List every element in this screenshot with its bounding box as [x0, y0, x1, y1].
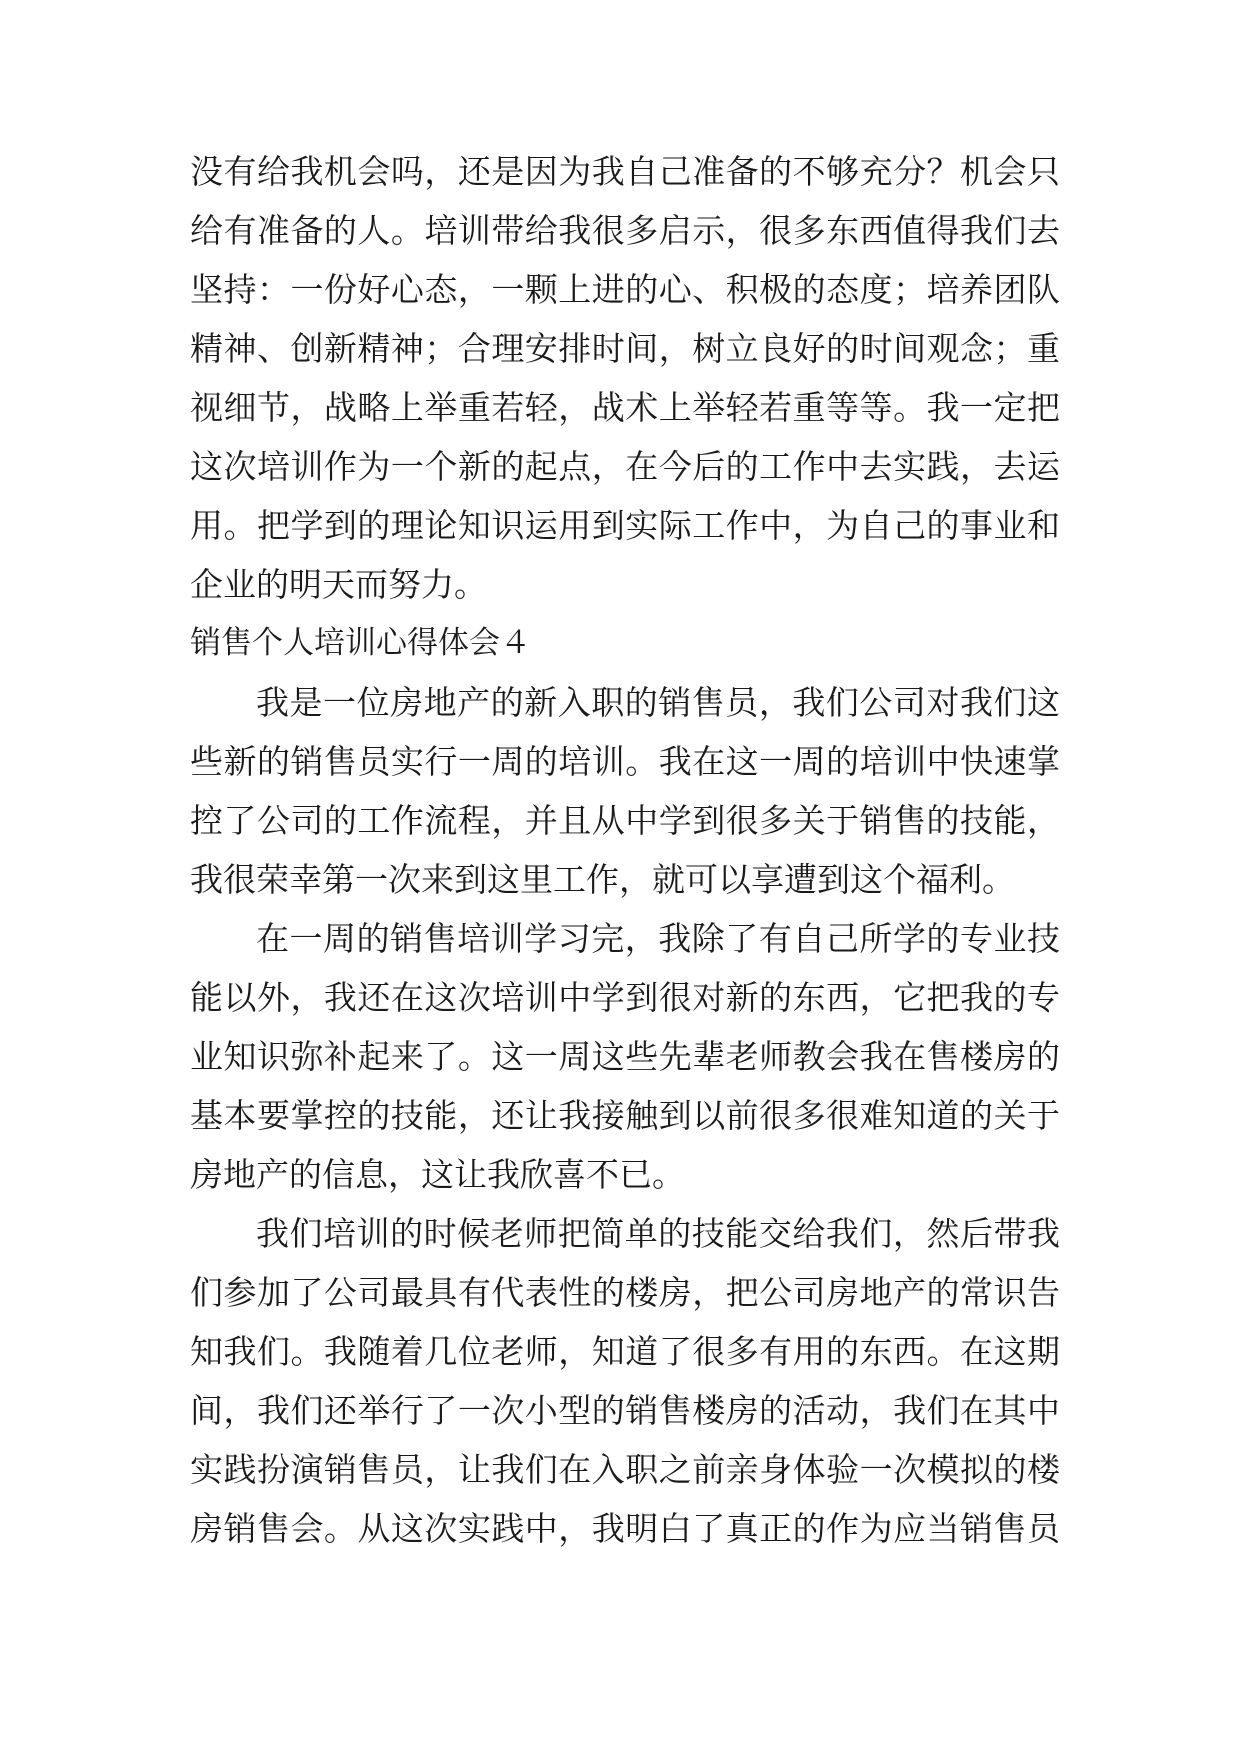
text-line: 在一周的销售培训学习完，我除了有自己所学的专业技: [256, 919, 1060, 958]
text-line: 控了公司的工作流程，并且从中学到很多关于销售的技能，: [190, 801, 1060, 840]
text-line: 没有给我机会吗，还是因为我自己准备的不够充分？机会只: [190, 152, 1060, 191]
text-line: 坚持：一份好心态，一颗上进的心、积极的态度；培养团队: [190, 270, 1060, 309]
text-line: 企业的明天而努力。: [190, 565, 487, 604]
paragraph-2: [190, 909, 1060, 1204]
text-line: 些新的销售员实行一周的培训。我在这一周的培训中快速掌: [190, 742, 1060, 781]
text-line: 能以外，我还在这次培训中学到很对新的东西，它把我的专: [190, 978, 1060, 1017]
section-heading: 销售个人培训心得体会４: [190, 625, 531, 661]
text-line: 我很荣幸第一次来到这里工作，就可以享遭到这个福利。: [190, 860, 1015, 899]
text-line: 基本要掌控的技能，还让我接触到以前很多很难知道的关于: [190, 1096, 1060, 1135]
text-line: 实践扮演销售员，让我们在入职之前亲身体验一次模拟的楼: [190, 1450, 1060, 1489]
text-line: 这次培训作为一个新的起点，在今后的工作中去实践，去运: [190, 447, 1060, 486]
text-line: 用。把学到的理论知识运用到实际工作中，为自己的事业和: [190, 506, 1060, 545]
text-line: 房地产的信息，这让我欣喜不已。: [190, 1155, 685, 1194]
text-line: 间，我们还举行了一次小型的销售楼房的活动，我们在其中: [190, 1391, 1060, 1430]
text-line: 我是一位房地产的新入职的销售员，我们公司对我们这: [256, 683, 1060, 722]
text-line: 给有准备的人。培训带给我很多启示，很多东西值得我们去: [190, 211, 1060, 250]
text-line: 精神、创新精神；合理安排时间，树立良好的时间观念；重: [190, 329, 1060, 368]
text-line: 房销售会。从这次实践中，我明白了真正的作为应当销售员: [190, 1509, 1060, 1548]
section-heading-block: [190, 614, 1060, 673]
intro-paragraph: [190, 142, 1060, 614]
text-line: 业知识弥补起来了。这一周这些先辈老师教会我在售楼房的: [190, 1037, 1060, 1076]
paragraph-3: [190, 1204, 1060, 1558]
text-line: 我们培训的时候老师把简单的技能交给我们，然后带我: [256, 1214, 1060, 1253]
text-line: 视细节，战略上举重若轻，战术上举轻若重等等。我一定把: [190, 388, 1060, 427]
text-line: 知我们。我随着几位老师，知道了很多有用的东西。在这期: [190, 1332, 1060, 1371]
text-line: 们参加了公司最具有代表性的楼房，把公司房地产的常识告: [190, 1273, 1060, 1312]
paragraph-1: [190, 673, 1060, 909]
